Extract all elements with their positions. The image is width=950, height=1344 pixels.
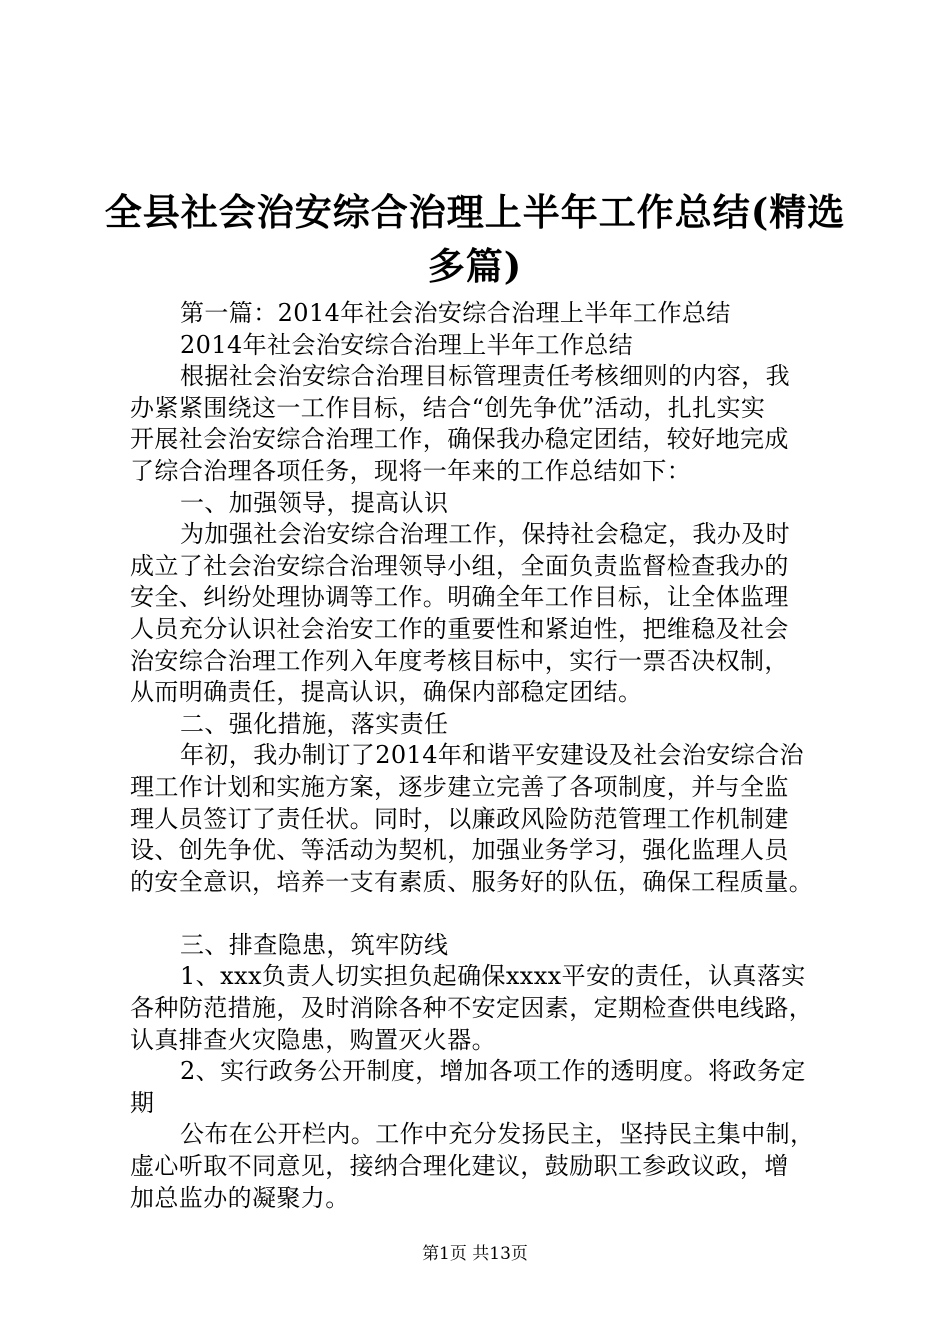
text-line: 公布在公开栏内。工作中充分发扬民主，坚持民主集中制， [180, 1120, 815, 1149]
text-line: 治安综合治理工作列入年度考核目标中，实行一票否决权制， [130, 646, 789, 675]
text-line: 2、实行政务公开制度，增加各项工作的透明度。将政务定 [180, 1057, 806, 1086]
blank-line [130, 898, 850, 930]
text-line: 从而明确责任，提高认识，确保内部稳定团结。 [130, 678, 643, 707]
text-line: 虚心听取不同意见，接纳合理化建议，鼓励职工参政议政，增 [130, 1152, 789, 1181]
text-line: 一、加强领导，提高认识 [180, 488, 449, 517]
text-line: 三、排查隐患，筑牢防线 [180, 930, 449, 959]
page-footer: 第1页 共13页 [422, 1244, 528, 1264]
text-line: 安全、纠纷处理协调等工作。明确全年工作目标，让全体监理 [130, 583, 789, 612]
text-line: 1、xxx负责人切实担负起确保xxxx平安的责任，认真落实 [180, 962, 806, 991]
text-line: 年初，我办制订了2014年和谐平安建设及社会治安综合治 [180, 741, 804, 770]
text-line: 认真排查火灾隐患，购置灭火器。 [130, 1025, 496, 1054]
text-line: 的安全意识，培养一支有素质、服务好的队伍，确保工程质量。 [130, 867, 814, 896]
text-line: 人员充分认识社会治安工作的重要性和紧迫性，把维稳及社会 [130, 614, 789, 643]
text-line: 办紧紧围绕这一工作目标，结合“创先争优”活动，扎扎实实 [130, 393, 766, 422]
text-line: 开展社会治安综合治理工作，确保我办稳定团结，较好地完成 [130, 425, 789, 454]
document-title-line-1: 全县社会治安综合治理上半年工作总结(精选 [104, 190, 846, 234]
text-line: 根据社会治安综合治理目标管理责任考核细则的内容，我 [180, 362, 790, 391]
text-line: 了综合治理各项任务，现将一年来的工作总结如下： [130, 456, 692, 485]
text-line: 设、创先争优、等活动为契机，加强业务学习，强化监理人员 [130, 836, 789, 865]
text-line: 第一篇：2014年社会治安综合治理上半年工作总结 [180, 299, 731, 327]
text-line: 加总监办的凝聚力。 [130, 1183, 350, 1212]
text-line: 理工作计划和实施方案，逐步建立完善了各项制度，并与全监 [130, 772, 789, 801]
document-title-line-2: 多篇) [427, 244, 523, 288]
text-line: 二、强化措施，落实责任 [180, 709, 449, 738]
text-line: 成立了社会治安综合治理领导小组，全面负责监督检查我办的 [130, 551, 789, 580]
text-line: 理人员签订了责任状。同时，以廉政风险防范管理工作机制建 [130, 804, 789, 833]
document-body [130, 298, 850, 1214]
text-line: 为加强社会治安综合治理工作，保持社会稳定，我办及时 [180, 520, 790, 549]
text-line: 各种防范措施，及时消除各种不安定因素，定期检查供电线路， [130, 994, 814, 1023]
text-line: 期 [130, 1088, 155, 1117]
text-line: 2014年社会治安综合治理上半年工作总结 [180, 330, 634, 359]
